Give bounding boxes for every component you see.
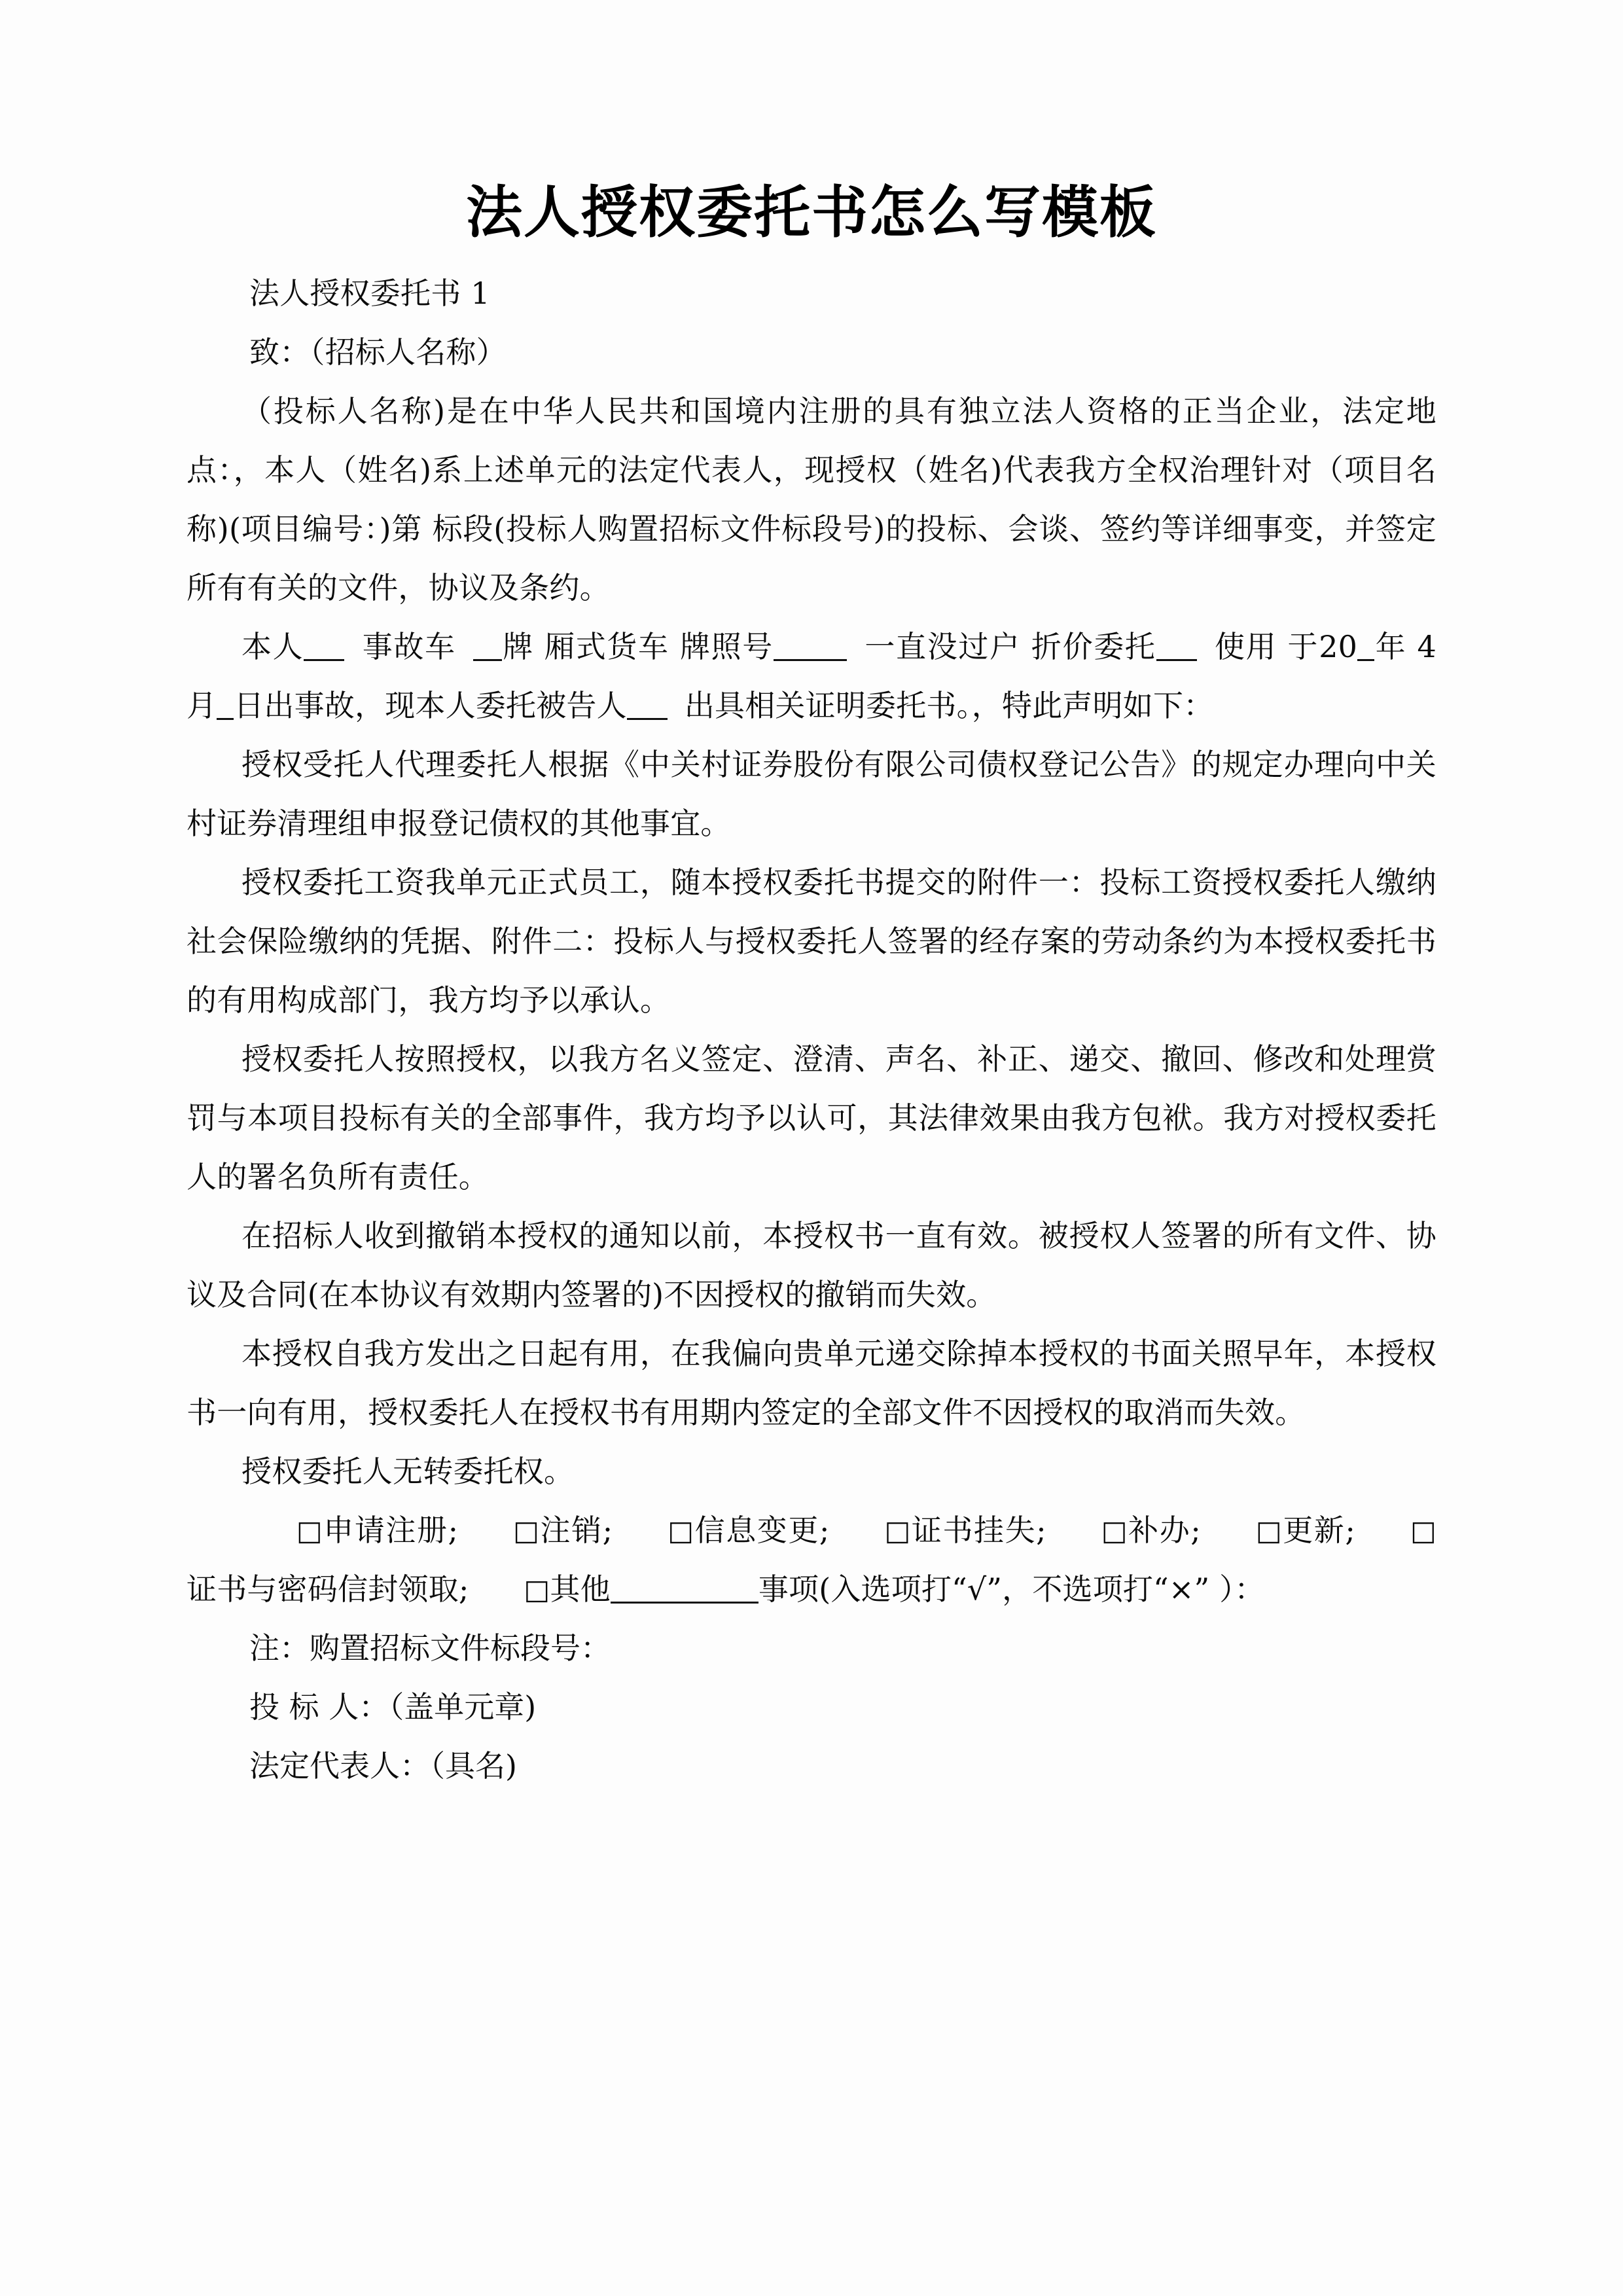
checkbox-square-icon-5[interactable]: □: [1101, 1514, 1128, 1547]
checkbox-square-icon-1[interactable]: □: [296, 1514, 323, 1547]
checkbox-label-6: 更新: [1281, 1512, 1346, 1548]
vehicle-seg-1: 本人: [241, 628, 304, 664]
checkbox-square-icon-8[interactable]: □: [524, 1573, 550, 1605]
blank-day[interactable]: [217, 718, 234, 720]
paragraph-validity-until-revocation: 在招标人收到撤销本授权的通知以前，本授权书一直有效。被授权人签署的所有文件、协议及合同(在本协议有效期内签署的)不因授权的撤销而失效。: [187, 1217, 1436, 1312]
checkbox-label-4: 证书挂失: [910, 1512, 1037, 1548]
paragraph-bidder-declaration: （投标人名称)是在中华人民共和国境内注册的具有独立法人资格的正当企业，法定地点：，本人（姓名)系上述单元的法定代表人，现授权（姓名)代表我方全权治理针对（项目名称)(项目编号：)第 标段(投标人购置招标文件标段号)的投标、会谈、签约等详细事变，并签定所有有关的文件，协议及条约。: [187, 393, 1436, 605]
vehicle-seg-4: 一直没过户 折价委托: [863, 628, 1156, 664]
note-bid-section-number: 注：购置招标文件标段号：: [249, 1630, 611, 1666]
checkbox-separator-4: ;: [1036, 1512, 1046, 1548]
checkbox-label-7: 证书与密码信封领取: [187, 1571, 459, 1607]
signature-legal-representative: 法定代表人：（具名): [249, 1748, 517, 1784]
blank-year[interactable]: [1357, 659, 1374, 661]
vehicle-seg-5: 使用 于20: [1213, 628, 1358, 664]
vehicle-seg-6: 年 4 月: [187, 628, 1436, 723]
paragraph-no-sub-delegation: 授权委托人无转委托权。: [241, 1453, 575, 1489]
paragraph-vehicle-entrustment: [187, 617, 1436, 735]
checkbox-separator-7: ;: [458, 1571, 469, 1607]
blank-plate-prefix[interactable]: [473, 659, 502, 661]
checkbox-separator-1: ;: [448, 1512, 459, 1548]
signature-bidder: 投 标 人：（盖单元章): [249, 1689, 537, 1725]
vehicle-seg-3: 牌 厢式货车 牌照号: [501, 628, 774, 664]
vehicle-seg-8: 出具相关证明委托书。，特此声明如下：: [684, 687, 1214, 723]
paragraph-attachments: 授权委托工资我单元正式员工，随本授权委托书提交的附件一：投标工资授权委托人缴纳社会保险缴纳的凭据、附件二：投标人与授权委托人签署的经存案的劳动条约为本授权委托书的有用构成部门，我方均予以承认。: [187, 864, 1436, 1018]
document-subtitle: 法人授权委托书 1: [249, 275, 490, 311]
checkbox-square-icon-4[interactable]: □: [884, 1514, 911, 1547]
blank-entrustee[interactable]: [1156, 659, 1197, 661]
checkbox-tail-note: 事项(入选项打“√”，不选项打“×” ）：: [758, 1571, 1265, 1607]
checkbox-separator-3: ;: [819, 1512, 830, 1548]
blank-owner[interactable]: [304, 659, 344, 661]
checkbox-square-icon-6[interactable]: □: [1255, 1514, 1282, 1547]
page-title: 法人授权委托书怎么写模板: [466, 179, 1157, 245]
blank-plate-number[interactable]: [774, 659, 847, 661]
checkbox-label-8: 其他: [550, 1571, 611, 1607]
checkbox-square-icon-3[interactable]: □: [668, 1514, 694, 1547]
vehicle-seg-7: 日出事故，现本人委托被告人: [234, 687, 627, 723]
blank-defendant[interactable]: [627, 718, 668, 720]
checkbox-square-icon-2[interactable]: □: [513, 1514, 540, 1547]
document-content: [187, 0, 1436, 1795]
checkbox-label-5: 补办: [1127, 1512, 1191, 1548]
checkbox-separator-5: ;: [1190, 1512, 1201, 1548]
paragraph-zhongguancun-securities: 授权受托人代理委托人根据《中关村证券股份有限公司债权登记公告》的规定办理向中关村证券清理组申报登记债权的其他事宜。: [187, 746, 1436, 841]
checkbox-label-1: 申请注册: [322, 1512, 448, 1548]
addressee-line: 致：（招标人名称）: [249, 334, 507, 370]
paragraph-authority-scope: 授权委托人按照授权，以我方名义签定、澄清、声名、补正、递交、撤回、修改和处理赏罚与本项目投标有关的全部事件，我方均予以认可，其法律效果由我方包袱。我方对授权委托人的署名负所有责任。: [187, 1041, 1436, 1194]
vehicle-seg-2: 事故车: [361, 628, 456, 664]
checkbox-square-icon-7[interactable]: □: [1410, 1514, 1436, 1547]
checkbox-separator-6: ;: [1345, 1512, 1356, 1548]
checkbox-options-line: [187, 1501, 1436, 1619]
checkbox-separator-2: ;: [602, 1512, 613, 1548]
blank-other-matter[interactable]: [611, 1602, 758, 1604]
checkbox-label-3: 信息变更: [694, 1512, 819, 1548]
paragraph-effective-from-issue: 本授权自我方发出之日起有用，在我偏向贵单元递交除掉本授权的书面关照早年，本授权书一向有用，授权委托人在授权书有用期内签定的全部文件不因授权的取消而失效。: [187, 1335, 1436, 1430]
checkbox-label-2: 注销: [539, 1512, 603, 1548]
